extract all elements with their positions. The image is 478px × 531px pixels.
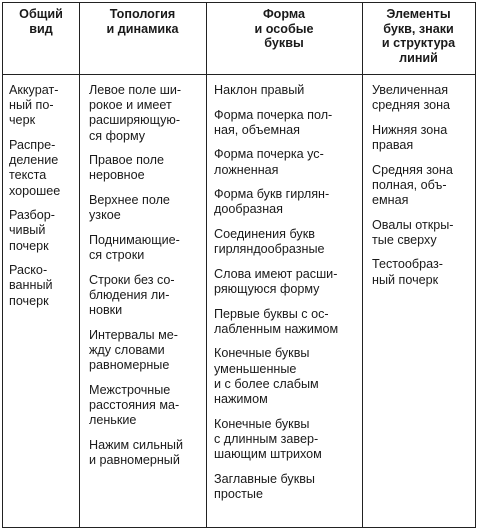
column-form-special-letters <box>214 83 360 511</box>
table-cell: Наклон правый <box>214 83 305 97</box>
column-general-view <box>9 83 77 318</box>
table-cell: Интервалы ме- жду словами равномерные <box>89 327 178 372</box>
column-letter-elements <box>372 83 474 297</box>
table-cell: Нажим сильный и равномерный <box>89 437 183 467</box>
header-divider <box>3 74 475 75</box>
table-cell: Раско- ванный почерк <box>9 263 53 308</box>
table-cell: Конечные буквы с длинным завер- шающим штрихом <box>214 416 322 461</box>
column-topology-dynamics <box>89 83 205 477</box>
column-divider-1 <box>79 3 80 527</box>
column-divider-3 <box>362 3 363 527</box>
table-cell: Конечные буквы уменьшенные и с более слабым нажимом <box>214 346 319 406</box>
header-letter-elements: Элементы букв, знаки и структура линий <box>381 7 456 65</box>
table-cell: Овалы откры- тые сверху <box>372 217 454 247</box>
column-divider-2 <box>206 3 207 527</box>
table-cell: Верхнее поле узкое <box>89 193 170 223</box>
table-cell: Распре- деление текста хорошее <box>9 138 61 198</box>
table-cell: Строки без со- блюдения ли- новки <box>89 272 175 317</box>
table-cell: Слова имеют расши- ряющуюся форму <box>214 266 338 296</box>
table-cell: Форма букв гирлян- дообразная <box>214 187 330 217</box>
table-cell: Заглавные буквы простые <box>214 471 315 501</box>
header-general-view: Общий вид <box>19 7 63 36</box>
table-cell: Левое поле ши- рокое и имеет расширяющую- ся форму <box>89 83 182 143</box>
header-topology-dynamics: Топология и динамика <box>106 7 179 36</box>
handwriting-table <box>2 2 476 528</box>
table-cell: Правое поле неровное <box>89 153 165 183</box>
table-cell: Форма почерка пол- ная, объемная <box>214 107 333 137</box>
table-cell: Увеличенная средняя зона <box>372 83 451 113</box>
table-cell: Первые буквы с ос- лабленным нажимом <box>214 306 339 336</box>
table-cell: Нижняя зона правая <box>372 122 448 152</box>
table-cell: Соединения букв гирляндообразные <box>214 226 325 257</box>
table-cell: Форма почерка ус- ложненная <box>214 147 324 177</box>
table-cell: Межстрочные расстояния ма- ленькие <box>89 382 180 427</box>
table-cell: Аккурат- ный по- черк <box>9 83 59 128</box>
table-cell: Средняя зона полная, объ- емная <box>372 162 453 207</box>
table-cell: Тестообраз- ный почерк <box>372 257 443 287</box>
table-cell: Поднимающие- ся строки <box>89 232 180 262</box>
header-form-special-letters: Форма и особые буквы <box>254 7 314 51</box>
table-cell: Разбор- чивый почерк <box>9 208 55 253</box>
